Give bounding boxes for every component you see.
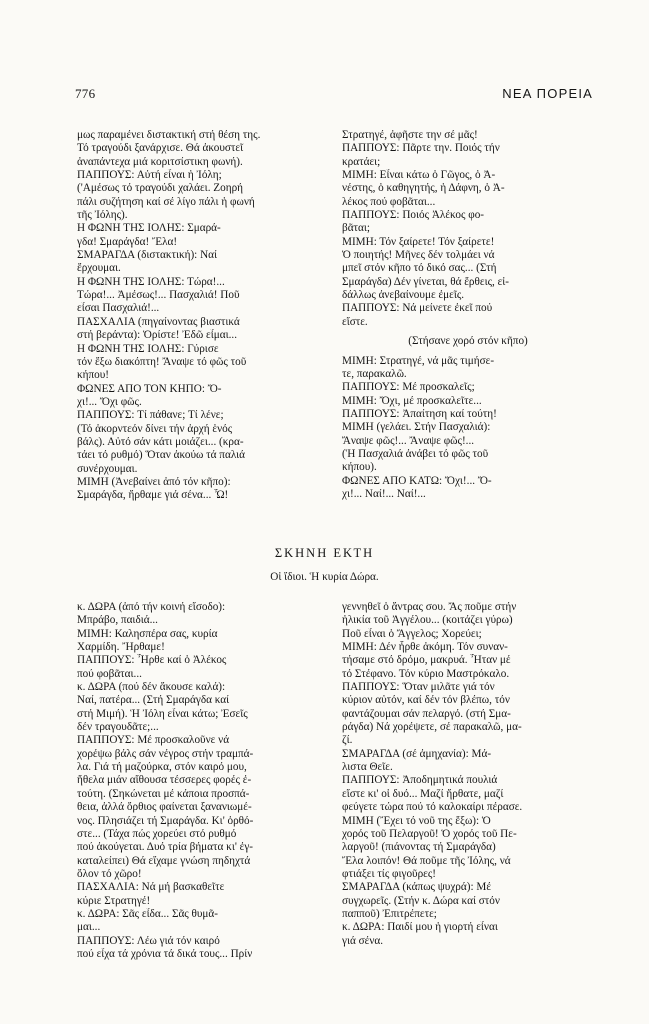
text-line: γιά σένα. — [342, 934, 384, 947]
text-line: Ναί, πατέρα... (Στή Σμαράγδα καί — [77, 694, 230, 707]
text-line: ΦΩΝΕΣ ΑΠΟ ΚΑΤΩ: Ὄχι!... Ὄ- — [342, 474, 492, 487]
text-line: ζί. — [342, 734, 353, 747]
text-line: φαντάζουμαι σάν πελαργό. (στή Σμα- — [342, 707, 511, 720]
text-line: ἔρχουμαι. — [77, 262, 121, 275]
text-line: λα. Γιά τή μαζούρκα, στόν καιρό μου, — [77, 761, 247, 774]
text-line: τήσαμε στό δρόμο, μακρυά. Ἦταν μέ — [342, 654, 511, 667]
text-line: ΣΜΑΡΑΓΔΑ (διστακτική): Ναί — [77, 249, 218, 262]
text-line: λέκος πού φοβᾶται... — [342, 195, 436, 208]
text-line: ΠΑΠΠΟΥΣ: Τί πάθανε; Τί λένε; — [77, 409, 224, 422]
text-line: χι!... Ναί!... Ναί!... — [342, 487, 426, 500]
text-line: μπεῖ στόν κῆπο τό δικό σας... (Στή — [342, 262, 497, 275]
text-line: ('Αμέσως τό τραγούδι χαλάει. Ζοηρή — [77, 182, 243, 195]
text-line: ΠΑΠΠΟΥΣ: Ὅταν μιλᾶτε γιά τόν — [342, 681, 495, 694]
text-line: ΠΑΣΧΑΛΙΑ: Νά μή βασκαθεῖτε — [77, 881, 225, 894]
text-line: ΠΑΠΠΟΥΣ: Μέ προσκαλοῦνε νά — [77, 734, 230, 747]
text-line: (Στήσανε χορό στόν κῆπο) — [408, 335, 528, 348]
text-line: στή Μιμή). Ἡ Ἰόλη εἶναι κάτω; Ἐσεῖς — [77, 707, 248, 720]
text-line: ΜΙΜΗ: Στρατηγέ, νά μᾶς τιμήσε- — [342, 354, 495, 367]
text-line: Η ΦΩΝΗ ΤΗΣ ΙΟΛΗΣ: Γύρισε — [77, 342, 219, 355]
text-line: λιστα Θεῖε. — [342, 761, 393, 774]
text-line: ἤθελα μιάν αἴθουσα τέσσερες φορές ἐ- — [77, 774, 252, 787]
text-line: τῆς Ἰόλης). — [77, 209, 128, 222]
text-line: τούτη. (Σηκώνεται μέ κάποια προσπά- — [77, 787, 250, 800]
text-line: εἴστε. — [342, 315, 368, 328]
text-line: λαργοῦ! (πιάνοντας τή Σμαράγδα) — [342, 841, 496, 854]
text-line: ὅλον τό χῶρο! — [77, 867, 142, 880]
text-line: συγχωρεῖς. (Στήν κ. Δώρα καί στόν — [342, 894, 500, 907]
text-line: Ἄναψε φῶς!... Ἄναψε φῶς!... — [342, 434, 475, 447]
text-line: πού ἀκούγεται. Δυό τρία βήματα κι' ἐγ- — [77, 841, 254, 854]
text-line: Ἔλα λοιπόν! Θά ποῦμε τῆς Ἰόλης, νά — [342, 854, 511, 867]
text-line: κ. ΔΩΡΑ: Σᾶς εἶδα... Σᾶς θυμᾶ- — [77, 907, 219, 920]
text-line: πού φοβᾶται... — [77, 667, 142, 680]
text-line: εἶσαι Πασχαλιά!... — [77, 302, 160, 315]
scene-subtitle: Οἱ ἴδιοι. Ἡ κυρία Δώρα. — [270, 571, 379, 583]
text-line: κύριε Στρατηγέ! — [77, 894, 151, 907]
text-line: δάλλως ἀνεβαίνουμε ἐμεῖς. — [342, 289, 465, 302]
text-line: χορέψω βάλς σάν νέγρος στήν τραμπά- — [77, 747, 254, 760]
text-line: μως παραμένει διστακτική στή θέση της. — [77, 129, 261, 141]
text-line: ΜΙΜΗ: Δέν ἦρθε ἀκόμη. Τόν συναν- — [342, 641, 508, 654]
text-line: ΦΩΝΕΣ ΑΠΟ ΤΟΝ ΚΗΠΟ: Ὄ- — [77, 382, 222, 395]
text-column-bottom-left — [77, 601, 329, 961]
text-line: Η ΦΩΝΗ ΤΗΣ ΙΟΛΗΣ: Τώρα!... — [77, 275, 225, 288]
text-line: κρατάει; — [342, 155, 381, 168]
text-line: Στρατηγέ, ἀφῆστε την σέ μᾶς! — [342, 129, 478, 141]
text-line: ΠΑΠΠΟΥΣ: Ἀπαίτηση καί τούτη! — [342, 407, 497, 420]
text-line: βάλς). Αὐτό σάν κάτι μοιάζει... (κρα- — [77, 435, 244, 448]
text-line: ΣΜΑΡΑΓΔΑ (κάπως ψυχρά): Μέ — [342, 881, 492, 894]
text-line: ράγδα) Νά χορέψετε, σέ παρακαλῶ, μα- — [342, 721, 522, 734]
text-line: βᾶται; — [342, 222, 371, 235]
text-line: ΠΑΠΠΟΥΣ: Ἦρθε καί ὁ Ἀλέκος — [77, 654, 227, 667]
text-line: μαι... — [77, 921, 101, 934]
text-line: τό Στέφανο. Τόν κύριο Μαστρόκαλο. — [342, 667, 510, 680]
text-line: Σμαράγδα) Δέν γίνεται, θά ἔρθεις, εἰ- — [342, 275, 510, 288]
scene-title: ΣΚΗΝΗ ΕΚΤΗ — [274, 546, 375, 560]
text-line: ΠΑΠΠΟΥΣ: Ἀποδημητικά πουλιά — [342, 774, 498, 787]
text-line: (Ἡ Πασχαλιά ἀνάβει τό φῶς τοῦ — [342, 447, 489, 460]
text-line: πού εἶχα τά χρόνια τά δικά τους... Πρίν — [77, 947, 253, 960]
text-line: ΜΙΜΗ (Ἔχει τό νοῦ της ἔξω): Ὁ — [342, 814, 491, 827]
text-line: ΜΙΜΗ: Ὄχι, μέ προσκαλεῖτε... — [342, 394, 482, 407]
text-line: φεύγετε τώρα πού τό καλοκαίρι πέρασε. — [342, 801, 523, 814]
text-line: ΠΑΠΠΟΥΣ: Αὐτή εἶναι ἡ Ἰόλη; — [77, 169, 222, 182]
text-line: θεια, ἀλλά ὄρθιος φαίνεται ξανανιωμέ- — [77, 801, 252, 814]
page-header — [75, 86, 593, 106]
text-line: ΠΑΠΠΟΥΣ: Νά μείνετε ἐκεῖ πού — [342, 302, 493, 315]
text-column-top-right — [342, 129, 594, 501]
text-line: ΠΑΣΧΑΛΙΑ (πηγαίνοντας βιαστικά — [77, 315, 240, 328]
text-column-bottom-right — [342, 601, 594, 948]
text-line: ΜΙΜΗ: Καλησπέρα σας, κυρία — [77, 627, 218, 640]
text-line: τάει τό ρυθμό) Ὅταν ἀκούω τά παλιά — [77, 449, 245, 462]
text-line: Χαρμίδη. Ἤρθαμε! — [77, 641, 165, 654]
text-line: γδα! Σμαράγδα! Ἔλα! — [77, 235, 178, 248]
text-line: κήπου! — [77, 369, 109, 382]
text-line: Τώρα!... Ἀμέσως!... Πασχαλιά! Ποῦ — [77, 289, 240, 302]
text-line: Η ΦΩΝΗ ΤΗΣ ΙΟΛΗΣ: Σμαρά- — [77, 222, 221, 235]
text-line: ΠΑΠΠΟΥΣ: Λέω γιά τόν καιρό — [77, 934, 220, 947]
text-line: καταλείπει) Θά εἴχαμε γνώση πηδηχτά — [77, 854, 251, 867]
text-line: ΠΑΠΠΟΥΣ: Πᾶρτε την. Ποιός τήν — [342, 142, 500, 155]
text-line: κ. ΔΩΡΑ (ἀπό τήν κοινή εἴσοδο): — [77, 601, 226, 613]
text-line: κήπου). — [342, 461, 377, 474]
text-line: ΠΑΠΠΟΥΣ: Μέ προσκαλεῖς; — [342, 381, 475, 394]
text-line: στή βεράντα): Ὁρίστε! Ἐδῶ εἶμαι... — [77, 329, 238, 342]
text-line: ΜΙΜΗ: Εἶναι κάτω ὁ Γῶγος, ὁ Ἀ- — [342, 169, 496, 182]
text-line: δέν τραγουδᾶτε;... — [77, 721, 159, 734]
text-line: Ὁ ποιητής! Μῆνες δέν τολμάει νά — [342, 249, 495, 262]
text-line: Ποῦ εἶναι ὁ Ἄγγελος; Χορεύει; — [342, 627, 482, 640]
text-line: χορός τοῦ Πελαργοῦ! Ὁ χορός τοῦ Πε- — [342, 827, 517, 840]
text-line: τόν ἔξω διακόπτη! Ἄναψε τό φῶς τοῦ — [77, 355, 247, 368]
text-line: ΜΙΜΗ (γελάει. Στήν Πασχαλιά): — [342, 421, 491, 434]
text-line: νος. Πλησιάζει τή Σμαράγδα. Κι' ὀρθό- — [77, 814, 254, 827]
text-line: χι!... Ὄχι φῶς. — [77, 395, 142, 408]
text-line: γεννηθεῖ ὁ ἄντρας σου. Ἄς ποῦμε στήν — [342, 601, 517, 613]
text-line: νέστης, ὁ καθηγητής, ἡ Δάφνη, ὁ Ἀ- — [342, 182, 505, 195]
text-line: φτιάξει τίς φιγοῦρες! — [342, 867, 437, 880]
text-line: Τό τραγούδι ξανάρχισε. Θά ἀκουστεῖ — [77, 142, 244, 155]
journal-title: ΝΕΑ ΠΟΡΕΙΑ — [502, 86, 593, 101]
text-line: συνέρχουμαι. — [77, 462, 138, 475]
text-line: ΜΙΜΗ: Τόν ξαίρετε! Τόν ξαίρετε! — [342, 235, 495, 248]
text-line: κ. ΔΩΡΑ (πού δέν ἄκουσε καλά): — [77, 681, 226, 694]
text-line: πάλι συζήτηση καί σέ λίγο πάλι ἡ φωνή — [77, 195, 255, 208]
text-line: εἴστε κι' οἱ δυό... Μαζί ἤρθατε, μαζί — [342, 787, 504, 800]
text-line: Μπράβο, παιδιά... — [77, 614, 158, 627]
text-line: κύριον αὐτόν, καί δέν τόν βλέπω, τόν — [342, 694, 510, 707]
text-line: ΠΑΠΠΟΥΣ: Ποιός Ἀλέκος φο- — [342, 209, 485, 222]
text-line: παπποῦ) Ἐπιτρέπετε; — [342, 907, 437, 920]
text-line: (Τό ἀκορντεόν δίνει τήν ἀρχή ἑνός — [77, 422, 233, 435]
text-line: ΜΙΜΗ (Ἀνεβαίνει ἀπό τόν κῆπο): — [77, 475, 231, 488]
text-line: στε... (Τάχα πώς χορεύει στό ρυθμό — [77, 827, 237, 840]
text-line: τε, παρακαλῶ. — [342, 367, 407, 380]
page-number: 776 — [75, 86, 96, 101]
text-line: κ. ΔΩΡΑ: Παιδί μου ἡ γιορτή εἶναι — [342, 921, 498, 934]
text-column-top-left — [77, 129, 329, 503]
text-line: Σμαράγδα, ἤρθαμε γιά σένα... Ὦ! — [77, 489, 229, 502]
text-line: ἡλικία τοῦ Ἀγγέλου... (κοιτάζει γύρω) — [342, 614, 513, 627]
text-line: ΣΜΑΡΑΓΔΑ (σέ ἀμηχανία): Μά- — [342, 747, 492, 760]
text-line: ἀναπάντεχα μιά κοριτσίστικη φωνή). — [77, 155, 243, 168]
